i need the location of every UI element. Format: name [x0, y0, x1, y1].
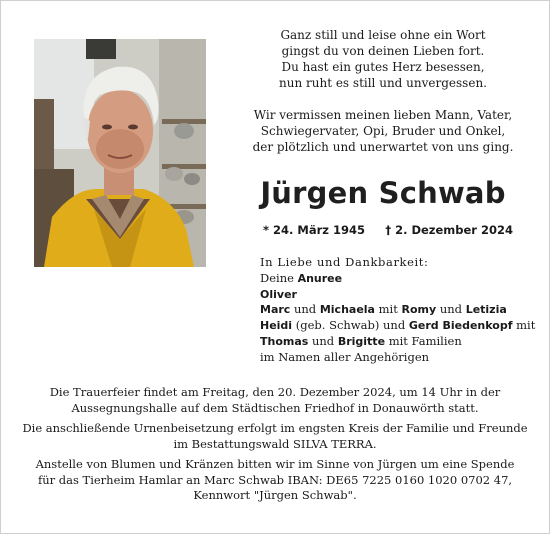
mourners-list [260, 255, 545, 366]
mourner-name: Michaela [319, 303, 375, 317]
intro-line: der plötzlich und unerwartet von uns ging. [252, 140, 514, 154]
mourner-name: Romy [401, 303, 437, 317]
mourner-name: Thomas [260, 334, 309, 348]
mourner-line [260, 302, 545, 318]
mourner-text: mit Familien [388, 333, 462, 348]
deceased-name: Jürgen Schwab [260, 176, 506, 210]
life-dates [263, 222, 513, 238]
mourner-text: Deine [260, 270, 294, 285]
poem-line: Du hast ein gutes Herz besessen, [281, 60, 485, 74]
intro-line: Wir vermissen meinen lieben Mann, Vater, [253, 108, 513, 122]
mourner-name: Brigitte [337, 334, 386, 348]
mourner-name: Gerd Biedenkopf [408, 319, 513, 333]
mourner-text: und [439, 302, 463, 317]
portrait-photo [34, 39, 206, 267]
mourner-line [260, 271, 545, 287]
mourner-line [260, 334, 545, 350]
urn-line: Die anschließende Urnenbeisetzung erfolgt im engsten Kreis der Familie und Freunde [22, 421, 528, 435]
mourner-name: Anuree [297, 271, 343, 285]
mourner-text: und [311, 333, 335, 348]
mourner-text: und [293, 302, 317, 317]
urn-line: im Bestattungswald SILVA TERRA. [173, 436, 377, 451]
mourner-line [260, 318, 545, 334]
mourner-text: mit [378, 302, 398, 317]
mourner-line [260, 287, 545, 303]
intro-text [223, 107, 543, 155]
donation-line: Kennwort "Jürgen Schwab". [193, 488, 357, 502]
mourner-text: (geb. Schwab) und [295, 318, 406, 333]
funeral-line: Die Trauerfeier findet am Freitag, den 20. Dezember 2024, um 14 Uhr in der [49, 385, 501, 399]
mourner-name: Oliver [260, 287, 297, 301]
donation-line: Anstelle von Blumen und Kränzen bitten wir im Sinne von Jürgen um eine Spende [35, 457, 515, 471]
service-details [15, 385, 535, 509]
mourner-line: im Namen aller Angehörigen [260, 349, 430, 364]
donation-line: für das Tierheim Hamlar an Marc Schwab IBAN: DE65 7225 0160 1020 0702 47, [37, 472, 513, 487]
mourner-name: Letizia [465, 303, 507, 317]
birth-date: * 24. März 1945 [263, 223, 365, 237]
poem-line: nun ruht es still und unvergessen. [279, 76, 487, 90]
donation-info [15, 457, 535, 504]
mourners-heading: In Liebe und Dankbarkeit: [260, 255, 429, 269]
mourner-text: mit [516, 318, 536, 333]
funeral-line: Aussegnungshalle auf dem Städtischen Friedhof in Donauwörth statt. [71, 400, 479, 415]
urn-burial-info [15, 421, 535, 452]
mourner-name: Heidi [260, 319, 293, 333]
memorial-poem [233, 27, 533, 91]
funeral-info [15, 385, 535, 416]
death-date: † 2. Dezember 2024 [385, 223, 513, 237]
poem-line: gingst du von deinen Lieben fort. [281, 44, 485, 58]
poem-line: Ganz still und leise ohne ein Wort [280, 28, 486, 42]
mourner-name: Marc [260, 303, 291, 317]
intro-line: Schwiegervater, Opi, Bruder und Onkel, [260, 124, 506, 138]
